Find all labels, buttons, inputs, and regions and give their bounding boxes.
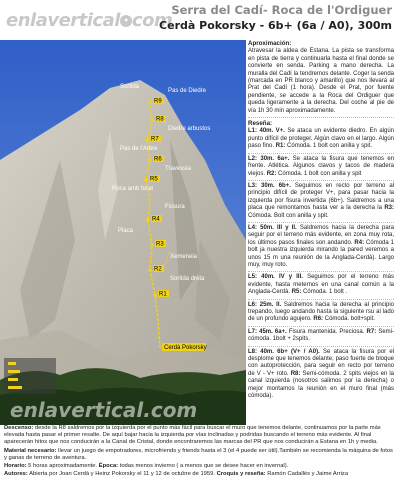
approach-heading: Aproximación:: [248, 40, 292, 47]
pitch-text: Saldremos hacia la derecha para seguir por el terreno más evidente, en zona muy rota, los últimos pasos finales son andando.: [248, 224, 394, 246]
inset-legend: [4, 358, 56, 394]
material-paragraph: [4, 448, 396, 462]
relay-name: R5:: [291, 289, 302, 296]
schedule-paragraph: [4, 463, 396, 470]
pitch-name: L2: 30m. 6a+.: [248, 155, 290, 162]
relay-text: Semi-cómoda. 1bolt + 2spits.: [248, 328, 394, 343]
pitch-item: [248, 349, 394, 401]
relay-name: R3:: [384, 205, 394, 212]
pitch-name: L7: 45m. 6a+.: [248, 328, 287, 335]
pitch-name: L1: 40m. V+.: [248, 128, 285, 135]
review-heading: Reseña:: [248, 120, 273, 128]
header: [0, 0, 400, 40]
divider: [248, 117, 394, 118]
relay-name: R2:: [266, 170, 277, 177]
relay-text: Semi-cómoda. 2 spits viejos en la canal izquierda (nosotros salimos por la derecha) o mejor montamos la reunión en el muro final (más cómoda).: [248, 370, 395, 400]
pitch-text: Fisura mantenida. Preciosa.: [288, 328, 365, 335]
relay-text: Cómoda. 1 bolt .: [303, 289, 348, 296]
area-title: Serra del Cadí- Roca de l'Ordiguer: [171, 3, 392, 17]
relay-name: R7:: [366, 328, 377, 335]
topo-text: Ramón Cadallès y Jaime Arriza: [267, 471, 349, 478]
route-title: Cerdà Pokorsky - 6b+ (6a / A0), 300m: [159, 19, 392, 32]
relay-text: Cómoda. 1 bolt con anilla y spit.: [287, 143, 373, 150]
relay-label: R5: [150, 176, 158, 183]
relay-label: R9: [154, 98, 162, 105]
relay-label: R1: [159, 291, 167, 298]
pitch-text: Se ataca la fisura por el desplome que tenemos delante, paso fuerte de bloque con autoprotección, para seguir en recto por terreno de V - V+ roto.: [248, 348, 394, 377]
route-label: Sortida dreta: [170, 276, 205, 282]
authors-text: Abierta por Joan Cerdà y Heinz Pokorsky el 11 y 12 de octubre de 1959.: [29, 471, 215, 478]
season-text: todas menos invierno ( a menos que se desee hacer en invernal).: [119, 463, 289, 470]
divider: [248, 326, 394, 327]
route-label: Pas de l'Arbre: [120, 146, 158, 152]
relay-label: R4: [152, 216, 160, 223]
route-label: Diedre arbustos: [168, 126, 211, 132]
season-label: Época:: [98, 463, 119, 470]
schedule-label: Horario:: [4, 463, 27, 470]
divider: [248, 271, 394, 272]
authors-paragraph: [4, 471, 396, 478]
pitch-item: [248, 156, 394, 178]
relay-text: Cómoda 1 bolt ja nuestra izquierda mirando la pared veremos a unos 15 m una reunión de la Anglada-Cerdà). Largo muy, muy roto.: [248, 239, 394, 268]
descent-text: desde la R8 saldremos por la izquierda por el punto más fácil para buscar el muro que tenemos delante, continuamos por la parte más elevada hasta pasar el primer resalte. De aquí bajar hacia la izquierda por vías inclinadas y podridas buscando el terreno más evidente. Al final aparecerán hitos que nos conducirán a la Canal de Cristal, donde encontraremos las marcas del PR que nos conducirán a Estana en 1h y media.: [4, 425, 381, 446]
divider: [248, 346, 394, 347]
route-label: Placa: [118, 228, 134, 234]
relay-label: R8: [156, 116, 164, 123]
schedule-text: 5 horas aproximadamente.: [28, 463, 98, 470]
divider: [248, 180, 394, 181]
footer-info: [4, 425, 396, 479]
divider: [248, 153, 394, 154]
logo-suffix: com: [131, 10, 173, 31]
relay-text: Cómoda. Bolt con anilla y spit.: [248, 212, 329, 219]
authors-label: Autores:: [4, 471, 28, 478]
logo-dot-icon: •: [120, 15, 132, 27]
route-label: Sortida: [120, 84, 140, 90]
pitch-item: [248, 274, 394, 296]
route-label: Xemeneia: [170, 254, 198, 260]
approach-text: Atravesar la aldea de Estana. La pista se transforma en pista de tierra y continuarla hasta el final donde se convierte en senda. Parking a mano derecha. La muralla del Cadí la tendremos delante. Coger la senda (marcada en PR blanco y amarillo) que nos llevará al Prat del Cadí (1 hora). Desde el Prat, por fuente pendiente, se accede a la Roca del Ordiguer que queda ligeramente a la derecha. Del coche al pie de vía 1h 30 min aproximadamente.: [248, 48, 394, 114]
descent-paragraph: [4, 425, 396, 447]
pitch-list: [248, 128, 394, 400]
pitch-item: [248, 128, 394, 150]
relay-label: R6: [154, 156, 162, 163]
relay-label: R2: [154, 266, 162, 273]
relay-name: R4:: [354, 239, 365, 246]
route-label: Roca amb forat: [112, 186, 154, 192]
route-name-label: Cerdà Pokorsky: [164, 345, 207, 351]
topo-photo: [0, 40, 246, 425]
topo-label: Croquis y reseña:: [216, 471, 266, 478]
pitch-name: L3: 30m. 6b+.: [248, 182, 291, 189]
pitch-text: Se ataca la fisura que tenemos en frente. Atlética. Algunos clavos y tacos de madera viejos.: [248, 155, 395, 177]
route-label: Fissura: [165, 204, 185, 210]
divider: [248, 222, 394, 223]
relay-text: Cómoda. 1 bolt con anilla y spit: [278, 170, 362, 177]
pitch-item: [248, 302, 394, 324]
relay-name: R6:: [313, 316, 324, 323]
relay-name: R8:: [290, 370, 301, 377]
watermark: enlavertical.com: [10, 398, 198, 422]
pitch-text: Seguimos en recto por terreno al principio difícil de proteger V+, para pasar hacia la izquierda por fisura invertida (6b+). Saldremos a una placa que remontamos hasta ver a la derecha la: [248, 182, 394, 212]
route-label: Travessia: [165, 166, 191, 172]
pitch-item: [248, 225, 394, 269]
topo-image: [0, 40, 246, 425]
relay-label: R7: [151, 136, 159, 143]
relay-text: Cómoda. bolt+spit.: [324, 316, 375, 323]
pitch-text: Saldremos hacia la derecha al principio trepando, luego andando hasta la siguiente rsu al lado de un profundo agujero.: [248, 301, 394, 323]
relay-label: R3: [156, 241, 164, 248]
material-text: llevar un juego de empotradores, microfriends y friends hasta el 3 (el 4 puede ser útil).También se recomienda la máquina de fotos y ganas de terreno de aventura.: [4, 447, 393, 461]
divider: [248, 299, 394, 300]
logo-text: enlavertical: [6, 10, 120, 31]
pitch-item: [248, 329, 394, 344]
pitch-text: Se ataca un evidente diedro. En algún punto difícil de proteger. Algún clavo en el largo. Algún paso fino.: [248, 128, 394, 150]
relay-name: R1:: [275, 143, 286, 150]
pitch-name: L4: 50m. III y II.: [248, 224, 297, 231]
material-label: Material necesario:: [4, 447, 57, 454]
pitch-name: L5: 40m. IV y III.: [248, 274, 303, 281]
pitch-item: [248, 183, 394, 220]
logo: [6, 10, 172, 31]
route-label: Pas de Diedre: [168, 88, 207, 94]
pitch-text: Seguimos por el terreno más evidente, hasta meternos en una canal común a la Anglada-Cerdà.: [248, 274, 394, 296]
pitch-name: L8: 40m. 6b+ (V+ / A0).: [248, 348, 320, 355]
descent-label: Descenso:: [4, 425, 34, 431]
description-column: [248, 40, 394, 425]
pitch-name: L6: 25m. II.: [248, 301, 282, 308]
